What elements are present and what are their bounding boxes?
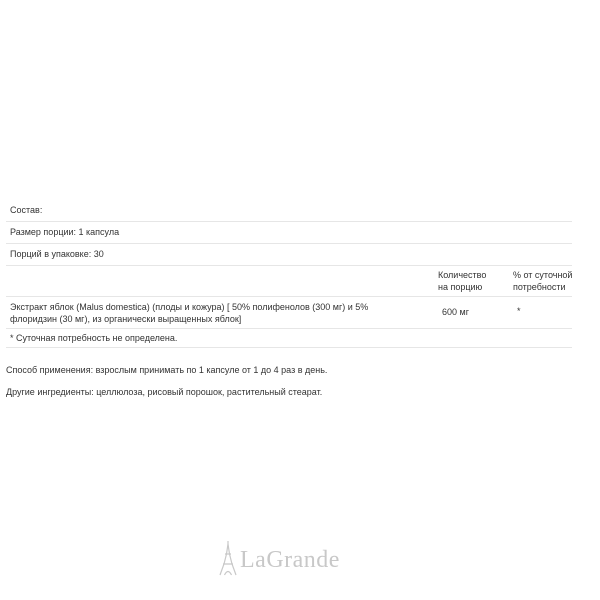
- dv-header-line1: % от суточной: [513, 270, 573, 280]
- ingredient-name: [10, 301, 430, 325]
- watermark-brand: LaGrande: [240, 546, 340, 573]
- other-ingredients: Другие ингредиенты: целлюлоза, рисовый порошок, растительный стеарат.: [6, 387, 323, 397]
- dv-header-line2: потребности: [513, 282, 566, 292]
- eiffel-tower-icon: [218, 540, 238, 581]
- ingredient-amount: 600 мг: [442, 307, 469, 317]
- amount-header-line1: Количество: [438, 270, 487, 280]
- supplement-facts-table: [6, 202, 572, 348]
- footnote: * Суточная потребность не определена.: [6, 329, 572, 348]
- ingredient-name-line2: флоридзин (30 мг), из органически выращенных яблок]: [10, 314, 242, 324]
- watermark-logo: [218, 540, 388, 580]
- amount-header-line2: на порцию: [438, 282, 483, 292]
- ingredient-name-line1: Экстракт яблок (Malus domestica) (плоды и кожура) [ 50% полифенолов (300 мг) и 5%: [10, 302, 369, 312]
- serving-size: Размер порции: 1 капсула: [6, 222, 572, 244]
- amount-column-header: [438, 269, 508, 293]
- composition-label: Состав:: [6, 202, 572, 222]
- servings-per-container: Порций в упаковке: 30: [6, 244, 572, 266]
- daily-value-column-header: [513, 269, 583, 293]
- table-header: [6, 266, 572, 297]
- ingredient-daily-value: *: [517, 306, 521, 316]
- table-row: [6, 297, 572, 329]
- usage-instructions: Способ применения: взрослым принимать по 1 капсуле от 1 до 4 раз в день.: [6, 365, 328, 375]
